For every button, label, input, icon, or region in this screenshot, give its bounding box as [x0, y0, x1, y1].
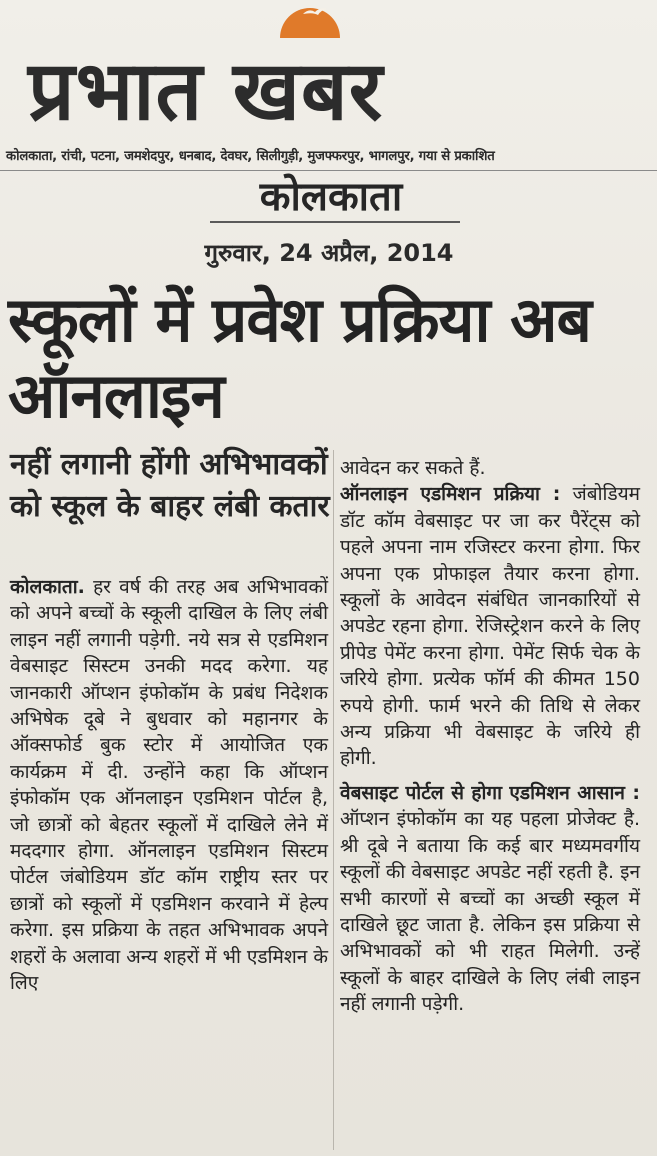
article-column-left: [10, 574, 328, 997]
body-text: आवेदन कर सकते हैं.: [340, 457, 486, 479]
section-heading: वेबसाइट पोर्टल से होगा एडमिशन आसान :: [340, 781, 640, 804]
column-divider: [333, 450, 334, 1150]
article-subhead: नहीं लगानी होंगी अभिभावकों को स्कूल के बाहर लंबी कतार: [10, 447, 330, 524]
article-paragraph: [340, 481, 640, 771]
article-paragraph: [10, 574, 328, 997]
body-text: ऑप्शन इंफोकॉम का यह पहला प्रोजेक्ट है. श्री दूबे ने बताया कि कई बार मध्यमवर्गीय स्कूलों की वेबसाइट अपडेट नहीं रहती है. इन सभी कारणों से बच्चों का अच्छी स्कूल में दाखिले छूट जाता है. लेकिन इस प्रक्रिया से अभिभावकों को भी राहत मिलेगी. उन्हें स्कूलों के बाहर दाखिले के लिए लंबी लाइन नहीं लगानी पड़ेगी.: [340, 808, 640, 1016]
divider: [0, 170, 657, 171]
published-cities: कोलकाता, रांची, पटना, जमशेदपुर, धनबाद, देवघर, सिलीगुड़ी, मुजफ्फरपुर, भागलपुर, गया से प्रकाशित: [6, 149, 495, 164]
section-heading: ऑनलाइन एडमिशन प्रक्रिया :: [340, 483, 561, 506]
edition-name: कोलकाता: [259, 174, 403, 220]
article-headline: स्कूलों में प्रवेश प्रक्रिया अब ऑनलाइन: [8, 283, 591, 432]
dateline: कोलकाता.: [10, 576, 85, 598]
article-column-right: [340, 455, 640, 1018]
sun-with-bird-icon: [275, 0, 345, 38]
body-text: हर वर्ष की तरह अब अभिभावकों को अपने बच्चों के स्कूली दाखिल के लिए लंबी लाइन नहीं लगानी पड़ेगी. नये सत्र से एडमिशन वेबसाइट सिस्टम उनकी मदद करेगा. यह जानकारी ऑप्शन इंफोकॉम के प्रबंध निदेशक अभिषेक दूबे ने बुधवार को महानगर के ऑक्सफोर्ड बुक स्टोर में आयोजित एक कार्यक्रम में दी. उन्होंने कहा कि ऑप्शन इंफोकॉम एक ऑनलाइन एडमिशन पोर्टल है, जो छात्रों को बेहतर स्कूलों में दाखिले लेने में मददगार होगा. ऑनलाइन एडमिशन सिस्टम पोर्टल जंबोडियम डॉट कॉम राष्ट्रीय स्तर पर छात्रों को स्कूलों में एडमिशन करवाने में हेल्प करेगा. इस प्रक्रिया के तहत अभिभावक अपने शहरों के अलावा अन्य शहरों में भी एडमिशन के लिए: [10, 576, 328, 995]
divider: [210, 221, 460, 223]
article-paragraph: [340, 780, 640, 1018]
masthead-title: प्रभात खबर: [28, 44, 384, 139]
issue-date: गुरुवार, 24 अप्रैल, 2014: [204, 239, 454, 267]
body-text: जंबोडियम डॉट कॉम वेबसाइट पर जा कर पैरेंट्स को पहले अपना नाम रजिस्टर करना होगा. फिर अपना एक प्रोफाइल तैयार करना होगा. स्कूलों के आवेदन संबंधित जानकारियों से अपडेट रहना होगा. रेजिस्ट्रेशन करने के लिए प्रीपेड पेमेंट करना होगा. पेमेंट सिर्फ चेक के जरिये होगा. प्रत्येक फॉर्म की कीमत 150 रुपये होगी. फार्म भरने की तिथि से लेकर अन्य प्रक्रिया भी वेबसाइट के जरिये ही होगी.: [340, 483, 640, 770]
